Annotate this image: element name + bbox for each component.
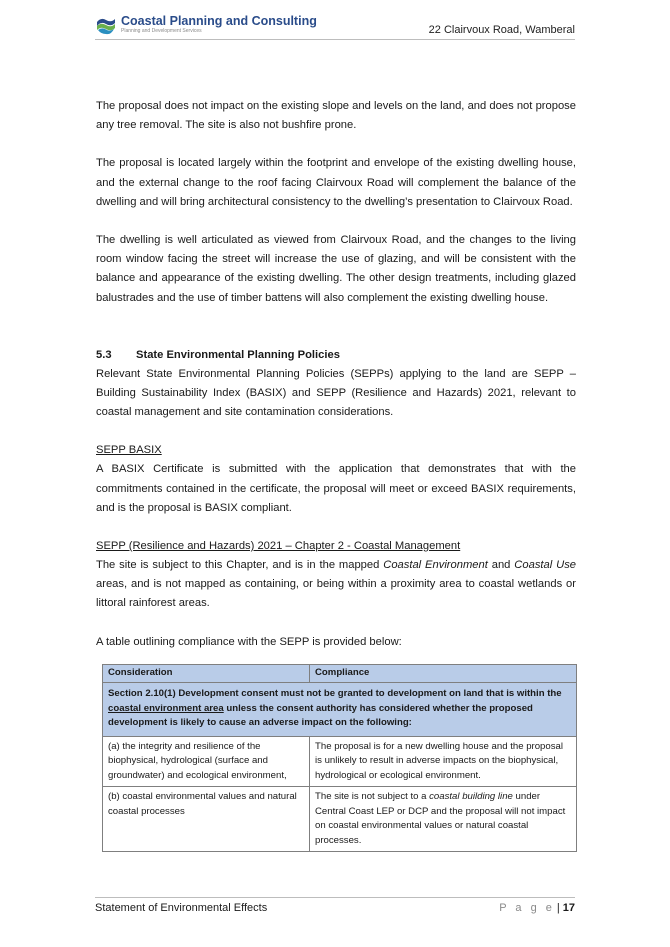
section-heading	[96, 346, 576, 365]
page-label: P a g e	[499, 902, 555, 914]
document-title: Statement of Environmental Effects	[95, 902, 268, 914]
paragraph-articulation: The dwelling is well articulated as viewed from Clairvoux Road, and the changes to the living room window facing the street will increase the use of glazing, and will be consistent with the balance and appearance of the existing dwelling. The other design treatments, including glazed balustrades and the use of timber battens will also complement the existing dwelling house.	[96, 234, 576, 304]
header-divider	[95, 39, 575, 40]
paragraph-footprint: The proposal is located largely within the footprint and envelope of the existing dwelling house, and the external change to the roof facing Clairvoux Road will complement the balance of the dwelling and will bring architectural consistency to the dwelling’s presentation to Clairvoux Road.	[96, 157, 576, 208]
page-header	[95, 14, 575, 40]
table-section-row	[103, 683, 577, 737]
consideration-cell: (b) coastal environmental values and natural coastal processes	[103, 787, 310, 852]
page-separator: |	[556, 902, 560, 914]
table-row	[103, 787, 577, 852]
page-indicator	[499, 902, 575, 914]
section-number: 5.3	[96, 348, 112, 361]
paragraph-coastal-chapter: The site is subject to this Chapter, and is in the mapped Coastal Environment and Coastal Use areas, and is not mapped as containing, or being within a proximity area to coastal wetlands or littoral rainforest areas.	[96, 559, 577, 610]
consideration-cell: (a) the integrity and resilience of the biophysical, hydrological (surface and groundwater) and ecological environment,	[103, 736, 310, 787]
compliance-cell: The proposal is for a new dwelling house and the proposal is unlikely to result in adverse impacts on the biophysical, hydrological or ecological environment.	[310, 736, 577, 787]
table-row	[103, 736, 577, 787]
basix-heading: SEPP BASIX	[96, 444, 162, 457]
page-number: 17	[562, 902, 575, 914]
compliance-cell: The site is not subject to a coastal building line under Central Coast LEP or DCP and the proposal will not impact on coastal environmental values or natural coastal processes.	[310, 787, 577, 852]
section-title: State Environmental Planning Policies	[136, 348, 340, 361]
footer-divider	[95, 897, 575, 898]
paragraph-sepps: Relevant State Environmental Planning Policies (SEPPs) applying to the land are SEPP – Building Sustainability Index (BASIX) and SEPP (Resilience and Hazards) 2021, relevant to coastal management and site contamination considerations.	[96, 367, 576, 419]
company-tagline: Planning and Development Services	[121, 28, 202, 34]
company-logo	[95, 14, 317, 36]
company-name: Coastal Planning and Consulting	[121, 14, 317, 28]
wave-logo-icon	[95, 14, 117, 36]
column-header-consideration: Consideration	[103, 664, 310, 683]
compliance-table	[102, 664, 577, 853]
page-footer	[95, 897, 575, 914]
section-2-10-cell: Section 2.10(1) Development consent must not be granted to development on land that is within the coastal environment area unless the consent authority has considered whether the proposed development is likely to cause an adverse impact on the following:	[103, 683, 577, 737]
site-address: 22 Clairvoux Road, Wamberal	[428, 24, 575, 36]
paragraph-basix: A BASIX Certificate is submitted with the application that demonstrates that with the commitments contained in the certificate, the proposal will meet or exceed BASIX requirements, and is the proposal is BASIX compliant.	[96, 463, 576, 514]
page-content	[96, 97, 576, 852]
table-header-row	[103, 664, 577, 683]
column-header-compliance: Compliance	[310, 664, 577, 683]
paragraph-slope: The proposal does not impact on the existing slope and levels on the land, and does not propose any tree removal. The site is also not bushfire prone.	[96, 100, 576, 132]
resilience-heading: SEPP (Resilience and Hazards) 2021 – Chapter 2 - Coastal Management	[96, 540, 461, 553]
paragraph-table-intro: A table outlining compliance with the SEPP is provided below:	[96, 635, 402, 648]
